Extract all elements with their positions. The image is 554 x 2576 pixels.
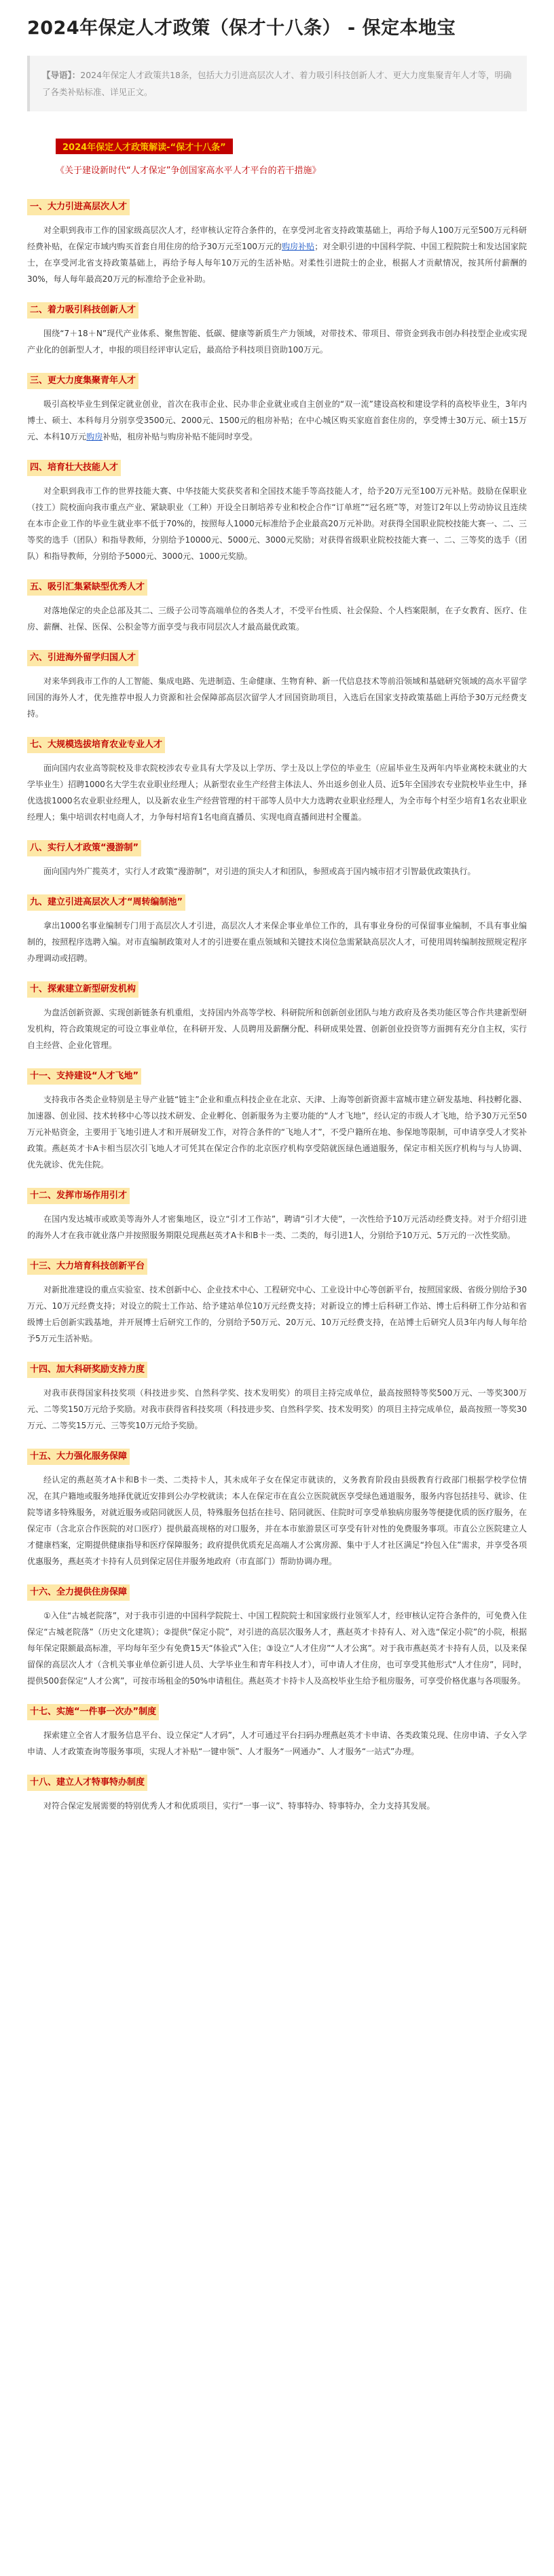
section-heading: 七、大规模选拔培育农业专业人才 <box>27 737 165 753</box>
section-body <box>27 483 527 564</box>
section-heading: 六、引进海外留学归国人才 <box>27 650 138 666</box>
section-heading: 十、探索建立新型研发机构 <box>27 981 138 998</box>
body-text: ；对全职引进的中国科学院、中国工程院院士和发达国家院士，在享受河北省支持政策基础上，再给予每人每年10万元的生活补贴。对柔性引进院士的企业，根据人才贡献情况，按其所付薪酬的30%，每人每年最高20万元的标准给予企业补助。 <box>27 242 527 284</box>
section-heading: 十七、实施“一件事一次办”制度 <box>27 1704 159 1720</box>
body-text: 对符合保定发展需要的特别优秀人才和优质项目，实行“一事一议”、特事特办、特事特办，全力支持其发展。 <box>43 1801 435 1811</box>
section-heading: 十六、全力提供住房保障 <box>27 1584 130 1601</box>
section-body <box>27 325 527 358</box>
policy-document-title: 《关于建设新时代“人才保定”争创国家高水平人才平台的若干措施》 <box>56 166 321 176</box>
section-body <box>27 1385 527 1434</box>
section-body <box>27 760 527 825</box>
body-text: 对落地保定的央企总部及其二、三级子公司等高端单位的各类人才，不受平台性质、社会保险、个人档案限制，在子女教育、医疗、住房、薪酬、社保、医保、公积金等方面享受与我市同层次人才最高最优政策。 <box>27 606 527 632</box>
section-body <box>27 863 527 879</box>
body-text: 对新批准建设的重点实验室、技术创新中心、企业技术中心、工程研究中心、工业设计中心等创新平台，按照国家级、省级分别给予30万元、10万元经费支持；对设立的院士工作站、给予建站单位10万元经费支持；对新设立的博士后科研工作站、博士后科研工作分站和省级博士后创新实践基地，并开展博士后研究工作的，分别给予50万元、20万元、10万元经费支持，在站博士后研究人员3年内每人每年给予5万元生活补贴。 <box>27 1285 527 1343</box>
section-body <box>27 1211 527 1244</box>
body-text: ①入住“古城老院落”，对于我市引进的中国科学院院士、中国工程院院士和国家级行业领军人才，经审核认定符合条件的，可免费入住保定“古城老院落”（历史文化建筑）；②提供“保定小院”，对引进的高层次服务人才，燕赵英才卡持有人、对入选“保定小院”的小院，根据每年保定限额最高标准，平均每年至少有免费15天“体验式”入住；③设立“人才住房”“人才公寓”。对于我市燕赵英才卡持有人员，以及来保留保的高层次人才（含机关事业单位新引进人员、大学毕业生和青年科技人才），可申请人才住房，也可享受其他形式“人才住房”，同时，提供500套保定“人才公寓”，可按市场租金的50%申请租住。燕赵英才卡持卡人及高校毕业生给予租房服务，可享受价格优惠与各项服务。 <box>27 1611 527 1686</box>
section-body <box>27 1091 527 1173</box>
section-heading: 二、着力吸引科技创新人才 <box>27 302 138 319</box>
section-body <box>27 1004 527 1053</box>
section-heading: 一、大力引进高层次人才 <box>27 199 130 215</box>
lead-text: 2024年保定人才政策共18条，包括大力引进高层次人才、着力吸引科技创新人才、更大力度集聚青年人才等，明确了各类补贴标准、详见正文。 <box>42 70 512 97</box>
body-text: 拿出1000名事业编制专门用于高层次人才引进，高层次人才来保企事业单位工作的，具有事业身份的可保留事业编制，不具有事业编制的，按照程序选聘入编。对市直编制政策对人才的引进要在重点领域和关键技术岗位急需紧缺高层次人才，可使用周转编制按照规定程序办理调动或招聘。 <box>27 921 527 963</box>
section-body <box>27 918 527 966</box>
section-heading: 五、吸引汇集紧缺型优秀人才 <box>27 579 147 596</box>
section-body <box>27 602 527 635</box>
section-body <box>27 396 527 445</box>
policy-section <box>27 199 527 287</box>
section-body <box>27 1608 527 1689</box>
lead-tag: 【导语】： <box>42 70 81 80</box>
body-text: 探索建立全省人才服务信息平台、设立保定“人才码”，人才可通过平台扫码办理燕赵英才卡申请、各类政策兑现、住房申请、子女入学申请、人才政策查询等服务事项，实现人才补贴“一键申领”、人才服务“一网通办”、人才服务“一站式”办理。 <box>27 1730 527 1756</box>
policy-section <box>27 1775 527 1814</box>
policy-section <box>27 460 527 564</box>
body-text: 面向国内外广揽英才，实行人才政策“漫游制”，对引进的顶尖人才和团队，参照或高于国内城市招才引智最优政策执行。 <box>43 867 476 876</box>
section-heading: 十一、支持建设“人才飞地” <box>27 1068 141 1085</box>
section-heading: 四、培育壮大技能人才 <box>27 460 121 476</box>
body-text: 在国内发达城市或欧美等海外人才密集地区，设立“引才工作站”，聘请“引才大使”，一次性给予10万元活动经费支持。对于介绍引进的海外人才在我市就业落户并按照服务期限兑现燕赵英才A卡和B卡一类、二类的，每引进1人，分别给予10万元、5万元的一次性奖励。 <box>27 1214 527 1240</box>
body-text: 吸引高校毕业生到保定就业创业，首次在我市企业、民办非企业就业或自主创业的“双一流”建设高校和建设学科的高校毕业生，3年内博士、硕士、本科每月分别享受3500元、2000元、1500元的租房补贴；在中心城区购买家庭首套住房的，享受博士30万元、硕士15万元、本科10万元 <box>27 399 527 441</box>
policy-section <box>27 373 527 445</box>
section-heading: 十五、大力强化服务保障 <box>27 1449 130 1465</box>
policy-section <box>27 1704 527 1760</box>
body-text: 为盘活创新资源、实现创新链条有机重组，支持国内外高等学校、科研院所和创新创业团队与地方政府及各类功能区等合作共建新型研发机构，符合政策规定的可设立事业单位，在科研开发、人员聘用及薪酬分配、科研成果处置、创新创业投资等方面拥有充分自主权，实行自主经营、企业化管理。 <box>27 1008 527 1050</box>
policy-section <box>27 1188 527 1244</box>
body-text: 对我市获得国家科技奖项（科技进步奖、自然科学奖、技术发明奖）的项目主持完成单位，最高按照特等奖500万元、一等奖300万元、二等奖150万元给予奖励。对我市获得省科技奖项（科技进步奖、自然科学奖、技术发明奖）的项目主持完成单位，最高按照一等奖30万元、二等奖15万元、三等奖10万元给予奖励。 <box>27 1388 527 1430</box>
section-body <box>27 1472 527 1570</box>
inline-link[interactable]: 购房补贴 <box>282 242 315 251</box>
section-body <box>27 1727 527 1760</box>
policy-section <box>27 1258 527 1347</box>
body-text: 经认定的燕赵英才A卡和B卡一类、二类持卡人，其未成年子女在保定市就读的，义务教育阶段由县级教育行政部门根据学校学位情况，在其户籍地或服务地择优就近安排到公办学校就读；本人在保定市在直公立医院就医享受绿色通道服务，服务内容包括挂号、就诊、住院等诸多特殊服务，对就近服务或陪同就医人员，特殊服务包括在挂号、陪同就医、住院时可享受单独病房服务等便捷优质的医疗服务，在保定市（含北京合作医院的对口医疗）提供最高规格的对口服务，并在本市旅游景区可享受有针对性的免费服务事项。市直公立医院建立人才健康档案，定期提供健康指导和医疗保障服务；政府提供优质充足高端人才公寓房源、集中于人才社区满足“拎包入住”需求，并享受各项优惠服务，燕赵英才卡持有人员到保定居住并服务地政府（市直部门）帮助协调办理。 <box>27 1475 527 1566</box>
section-heading: 十八、建立人才特事特办制度 <box>27 1775 147 1791</box>
policy-section <box>27 737 527 825</box>
policy-section <box>27 981 527 1053</box>
policy-section <box>27 840 527 879</box>
policy-section <box>27 650 527 722</box>
body-text: 对来华到我市工作的人工智能、集成电路、先进制造、生命健康、生物育种、新一代信息技术等前沿领域和基础研究领域的高水平留学回国的海外人才，优先推荐申报人力资源和社会保障部高层次留学人才回国资助项目，入选后在国家支持政策基础上再给予30万元经费支持。 <box>27 676 527 719</box>
body-text: 补贴，租房补贴与购房补贴不能同时享受。 <box>103 432 258 441</box>
policy-section <box>27 894 527 966</box>
policy-banner: 2024年保定人才政策解读-“保才十八条” <box>56 139 233 154</box>
body-text: 围绕“7＋18＋N”现代产业体系、聚焦智能、低碳、健康等新质生产力领域，对带技术、带项目、带资金到我市创办科技型企业或实现产业化的创新型人才，申报的项目经评审认定后，最高给予科技项目资助100万元。 <box>27 329 527 355</box>
section-heading: 十二、发挥市场作用引才 <box>27 1188 130 1204</box>
policy-section <box>27 1068 527 1173</box>
section-body <box>27 222 527 287</box>
section-heading: 十四、加大科研奖励支持力度 <box>27 1362 147 1378</box>
section-body <box>27 673 527 722</box>
section-body <box>27 1282 527 1347</box>
inline-link[interactable]: 购房 <box>86 432 103 441</box>
section-heading: 十三、大力培育科技创新平台 <box>27 1258 147 1275</box>
policy-section <box>27 1362 527 1434</box>
section-heading: 三、更大力度集聚青年人才 <box>27 373 138 389</box>
body-text: 面向国内农业高等院校及非农院校涉农专业具有大学及以上学历、学士及以上学位的毕业生（应届毕业生及两年内毕业离校未就业的大学毕业生）招聘1000名大学生农业职业经理人；从新型农业生产经营主体法人、外出返乡创业人员、近5年全国涉农专业院校毕业生中，择优选拔1000名农业职业经理人，以及新农业生产经营管理的村干部等人员中大力选聘农业职业经理人，为全市每个村至少培育1名农业职业经理人；集中培训农村电商人才，力争每村培育1名电商直播员、实现电商直播间进村全覆盖。 <box>27 763 527 822</box>
section-heading: 九、建立引进高层次人才“周转编制池” <box>27 894 185 911</box>
body-text: 支持我市各类企业特别是主导产业链“链主”企业和重点科技企业在北京、天津、上海等创新资源丰富城市建立研发基地、科技孵化器、加速器、创业园、技术转移中心等以技术研发、企业孵化、创新服务为主要功能的“人才飞地”，经认定的市级人才飞地，给予30万元至50万元补贴资金，主要用于飞地引进人才和开展研发工作，对符合条件的“飞地人才”，不受户籍所在地、参保地等限制，可申请享受人才奖补政策。燕赵英才卡A卡相当层次引飞地人才可凭其在保定合作的北京医疗机构享受陪就医绿色通道服务，保定市相关医疗机构与与人协调、优先就诊、优先住院。 <box>27 1095 527 1169</box>
section-heading: 八、实行人才政策“漫游制” <box>27 840 141 856</box>
policy-section <box>27 579 527 635</box>
section-body <box>27 1798 527 1814</box>
policy-sections <box>27 199 527 1814</box>
lead-summary <box>27 56 527 111</box>
policy-section <box>27 1584 527 1689</box>
body-text: 对全职到我市工作的世界技能大赛、中华技能大奖获奖者和全国技术能手等高技能人才，给予20万元至100万元补贴。鼓励在保职业（技工）院校面向我市重点产业、紧缺职业（工种）开设全日制培养专业和校企合作“订单班”“冠名班”等，对签订2年以上劳动协议且连续在本市企业工作的毕业生就业率不低于70%的，按照每人1000元标准给予企业最高20万元补助。对获得全国职业院校技能大赛一、二、三等奖的选手（团队）和指导教师，分别给予10000元、5000元、3000元奖励；对获得省级职业院校技能大赛一、二、三等奖的选手（团队）和指导教师，分别给予5000元、3000元、1000元奖励。 <box>27 486 527 561</box>
body-text: 对全职到我市工作的国家级高层次人才，经审核认定符合条件的，在享受河北省支持政策基础上，再给予每人100万元至500万元科研经费补贴，在保定市域内购买首套自用住房的给予30万元至100万元的 <box>27 225 527 251</box>
page-title: 2024年保定人才政策（保才十八条） - 保定本地宝 <box>27 18 456 39</box>
policy-section <box>27 1449 527 1570</box>
policy-section <box>27 302 527 358</box>
